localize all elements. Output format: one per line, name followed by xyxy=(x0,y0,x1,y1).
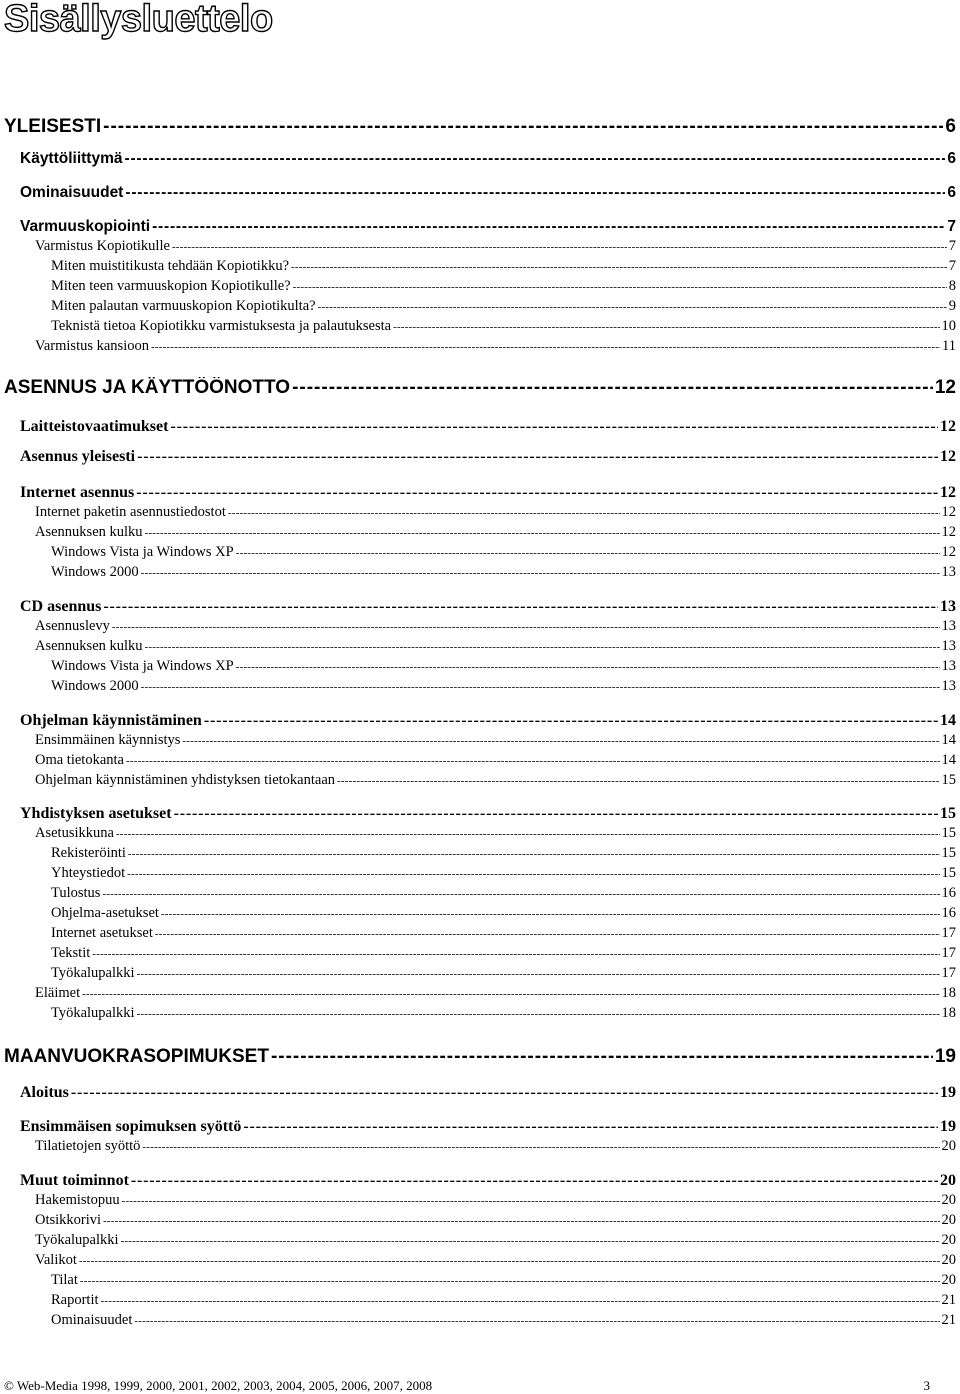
toc-entry-page: 20 xyxy=(941,1192,956,1208)
toc-entry-title: Ensimmäinen käynnistys xyxy=(35,732,181,748)
toc-entry-page: 12 xyxy=(934,377,956,398)
toc-leader-dashes xyxy=(116,828,940,840)
toc-entry-page: 13 xyxy=(941,638,956,654)
toc-entry-title: Käyttöliittymä xyxy=(20,150,123,167)
toc-leader-dashes xyxy=(236,547,940,559)
toc-entry[interactable] xyxy=(35,238,956,255)
toc-entry-title: Internet paketin asennustiedostot xyxy=(35,504,226,520)
toc-entry-title: Työkalupalkki xyxy=(35,1232,119,1248)
toc-leader-dashes xyxy=(141,567,940,579)
toc-leader-dashes xyxy=(128,848,940,860)
toc-entry-title: Asennus yleisesti xyxy=(20,448,136,465)
toc-leader-dashes xyxy=(145,641,940,653)
toc-entry-title: Windows Vista ja Windows XP xyxy=(51,544,234,560)
toc-entry-title: Windows Vista ja Windows XP xyxy=(51,658,234,674)
toc-leader-dashes xyxy=(121,1235,940,1247)
toc-entry-page: 19 xyxy=(940,1084,956,1101)
toc-leader-dashes xyxy=(318,301,947,313)
toc-entry-page: 14 xyxy=(941,732,956,748)
toc-entry-title: Rekisteröinti xyxy=(51,845,126,861)
page-number: 3 xyxy=(923,1378,930,1393)
toc-entry-title: Tulostus xyxy=(51,885,101,901)
toc-leader-dashes xyxy=(174,805,938,823)
toc-entry[interactable] xyxy=(20,218,956,236)
toc-entry-title: Asennuksen kulku xyxy=(35,524,143,540)
toc-leader-dashes xyxy=(103,116,943,138)
toc-entry[interactable] xyxy=(35,1138,956,1155)
toc-entry-page: 18 xyxy=(941,985,956,1001)
toc-entry-title: MAANVUOKRASOPIMUKSET xyxy=(4,1046,269,1067)
toc-entry[interactable] xyxy=(51,1005,956,1022)
toc-entry[interactable] xyxy=(51,1312,956,1329)
toc-entry[interactable] xyxy=(20,184,956,202)
toc-entry-page: 19 xyxy=(934,1046,956,1067)
toc-entry-page: 14 xyxy=(940,712,956,729)
toc-entry-title: Internet asetukset xyxy=(51,925,153,941)
toc-entry-page: 15 xyxy=(941,865,956,881)
toc-entry-page: 12 xyxy=(940,418,956,435)
toc-leader-dashes xyxy=(125,184,945,202)
toc-leader-dashes xyxy=(204,712,938,730)
toc-entry-title: Asennuksen kulku xyxy=(35,638,143,654)
toc-leader-dashes xyxy=(122,1195,940,1207)
toc-entry[interactable] xyxy=(20,598,956,616)
toc-entry-title: Ohjelman käynnistäminen yhdistyksen tietokantaan xyxy=(35,772,336,788)
toc-leader-dashes xyxy=(170,418,938,436)
toc-entry-title: Asetusikkuna xyxy=(35,825,114,841)
toc-entry[interactable] xyxy=(51,278,956,295)
toc-entry-page: 20 xyxy=(941,1138,956,1154)
toc-entry[interactable] xyxy=(20,1172,956,1190)
toc-entry-page: 17 xyxy=(941,965,956,981)
toc-leader-dashes xyxy=(134,1315,939,1327)
toc-entry[interactable] xyxy=(20,805,956,823)
toc-entry[interactable] xyxy=(51,905,956,922)
toc-leader-dashes xyxy=(182,735,939,747)
toc-entry-title: Ominaisuudet xyxy=(51,1312,133,1328)
toc-entry-page: 20 xyxy=(941,1252,956,1268)
toc-entry-page: 9 xyxy=(948,298,956,314)
toc-entry-page: 12 xyxy=(940,448,956,465)
toc-entry[interactable] xyxy=(51,318,956,335)
toc-entry-page: 20 xyxy=(941,1232,956,1248)
toc-entry-title: Hakemistopuu xyxy=(35,1192,120,1208)
toc-leader-dashes xyxy=(125,150,946,168)
toc-entry[interactable] xyxy=(35,338,956,355)
toc-entry-page: 7 xyxy=(947,218,956,235)
toc-leader-dashes xyxy=(293,281,947,293)
toc-entry-page: 6 xyxy=(947,150,956,167)
toc-leader-dashes xyxy=(103,598,938,616)
toc-entry[interactable] xyxy=(51,1292,956,1309)
toc-entry-page: 12 xyxy=(941,504,956,520)
toc-leader-dashes xyxy=(337,775,939,787)
toc-leader-dashes xyxy=(292,377,933,399)
toc-entry-page: 20 xyxy=(940,1172,956,1189)
toc-entry-title: Työkalupalkki xyxy=(51,965,135,981)
toc-entry-title: Valikot xyxy=(35,1252,77,1268)
toc-entry[interactable] xyxy=(4,116,956,138)
toc-leader-dashes xyxy=(291,261,947,273)
toc-entry-title: Raportit xyxy=(51,1292,99,1308)
toc-entry[interactable] xyxy=(51,925,956,942)
toc-leader-dashes xyxy=(243,1118,938,1136)
toc-entry-title: Tilatietojen syöttö xyxy=(35,1138,141,1154)
toc-leader-dashes xyxy=(82,988,939,1000)
toc-entry-page: 13 xyxy=(941,618,956,634)
toc-entry[interactable] xyxy=(51,845,956,862)
toc-leader-dashes xyxy=(141,681,940,693)
toc-entry-page: 6 xyxy=(947,184,956,201)
toc-entry-page: 13 xyxy=(941,564,956,580)
toc-entry-page: 21 xyxy=(941,1312,956,1328)
toc-entry[interactable] xyxy=(4,1046,956,1068)
toc-entry[interactable] xyxy=(51,865,956,882)
toc-entry-page: 11 xyxy=(942,338,956,354)
toc-entry-page: 15 xyxy=(940,805,956,822)
toc-entry[interactable] xyxy=(35,752,956,769)
toc-leader-dashes xyxy=(152,218,945,236)
toc-leader-dashes xyxy=(151,341,940,353)
toc-leader-dashes xyxy=(102,888,939,900)
toc-entry-title: YLEISESTI xyxy=(4,116,102,137)
toc-entry-title: Miten palautan varmuuskopion Kopiotikulta? xyxy=(51,298,316,314)
toc-entry-title: Varmuuskopiointi xyxy=(20,218,151,235)
toc-entry-page: 17 xyxy=(941,945,956,961)
toc-entry-page: 7 xyxy=(948,258,956,274)
toc-entry[interactable] xyxy=(20,484,956,502)
toc-entry-title: Ensimmäisen sopimuksen syöttö xyxy=(20,1118,242,1135)
toc-leader-dashes xyxy=(92,948,939,960)
toc-entry-title: ASENNUS JA KÄYTTÖÖNOTTO xyxy=(4,377,291,398)
toc-entry-title: Yhteystiedot xyxy=(51,865,126,881)
toc-entry-page: 13 xyxy=(941,658,956,674)
toc-leader-dashes xyxy=(393,321,939,333)
toc-entry[interactable] xyxy=(51,258,956,275)
toc-entry-page: 15 xyxy=(941,772,956,788)
toc-entry[interactable] xyxy=(35,618,956,635)
toc-entry-title: Windows 2000 xyxy=(51,678,139,694)
toc-entry[interactable] xyxy=(51,564,956,581)
toc-entry[interactable] xyxy=(35,1232,956,1249)
toc-entry-page: 12 xyxy=(941,544,956,560)
toc-entry-title: Varmistus Kopiotikulle xyxy=(35,238,170,254)
toc-entry[interactable] xyxy=(35,504,956,521)
toc-leader-dashes xyxy=(103,1215,939,1227)
toc-entry-title: Asennuslevy xyxy=(35,618,110,634)
toc-entry[interactable] xyxy=(20,712,956,730)
toc-entry[interactable] xyxy=(35,1212,956,1229)
toc-entry[interactable] xyxy=(51,1272,956,1289)
toc-entry-title: Ohjelman käynnistäminen xyxy=(20,712,202,729)
toc-entry[interactable] xyxy=(51,965,956,982)
toc-leader-dashes xyxy=(137,968,940,980)
toc-entry[interactable] xyxy=(20,1118,956,1136)
toc-leader-dashes xyxy=(127,868,939,880)
toc-entry-page: 12 xyxy=(941,524,956,540)
toc-leader-dashes xyxy=(228,507,940,519)
toc-entry-page: 21 xyxy=(941,1292,956,1308)
toc-leader-dashes xyxy=(172,241,947,253)
toc-leader-dashes xyxy=(131,1172,938,1190)
toc-entry-title: Otsikkorivi xyxy=(35,1212,102,1228)
toc-entry-page: 16 xyxy=(941,885,956,901)
toc-entry-title: Laitteistovaatimukset xyxy=(20,418,169,435)
toc-leader-dashes xyxy=(80,1275,940,1287)
toc-entry-title: Tekstit xyxy=(51,945,91,961)
toc-entry-title: CD asennus xyxy=(20,598,102,615)
toc-entry-title: Oma tietokanta xyxy=(35,752,124,768)
toc-entry[interactable] xyxy=(35,524,956,541)
toc-entry[interactable] xyxy=(4,377,956,399)
toc-entry[interactable] xyxy=(35,1192,956,1209)
copyright-text: © Web-Media 1998, 1999, 2000, 2001, 2002, 2003, 2004, 2005, 2006, 2007, 2008 xyxy=(4,1378,433,1393)
toc-entry-page: 18 xyxy=(941,1005,956,1021)
toc-entry[interactable] xyxy=(35,825,956,842)
toc-entry[interactable] xyxy=(35,985,956,1002)
toc-entry-title: Eläimet xyxy=(35,985,81,1001)
toc-entry[interactable] xyxy=(51,885,956,902)
toc-entry-page: 13 xyxy=(940,598,956,615)
toc-entry-page: 13 xyxy=(941,678,956,694)
toc-entry-title: Muut toiminnot xyxy=(20,1172,129,1189)
toc-entry-page: 10 xyxy=(941,318,956,334)
toc-entry-page: 6 xyxy=(945,116,956,137)
toc-entry[interactable] xyxy=(51,658,956,675)
toc-leader-dashes xyxy=(145,527,940,539)
toc-entry-page: 20 xyxy=(941,1212,956,1228)
toc-entry-page: 17 xyxy=(941,925,956,941)
toc-leader-dashes xyxy=(236,661,940,673)
toc-entry-title: Yhdistyksen asetukset xyxy=(20,805,172,822)
toc-entry[interactable] xyxy=(20,448,956,466)
toc-leader-dashes xyxy=(101,1295,940,1307)
toc-leader-dashes xyxy=(137,448,938,466)
toc-entry-page: 12 xyxy=(940,484,956,501)
toc-entry-title: Aloitus xyxy=(20,1084,69,1101)
toc-entry-title: Tilat xyxy=(51,1272,78,1288)
toc-entry-title: Ohjelma-asetukset xyxy=(51,905,159,921)
toc-entry[interactable] xyxy=(20,1084,956,1102)
toc-leader-dashes xyxy=(137,1008,940,1020)
toc-entry-page: 19 xyxy=(940,1118,956,1135)
toc-entry-title: Miten muistitikusta tehdään Kopiotikku? xyxy=(51,258,290,274)
toc-entry-page: 16 xyxy=(941,905,956,921)
toc-entry[interactable] xyxy=(20,418,956,436)
toc-leader-dashes xyxy=(161,908,940,920)
toc-leader-dashes xyxy=(136,484,938,502)
page-footer xyxy=(4,1378,930,1394)
toc-entry[interactable] xyxy=(35,772,956,789)
toc-leader-dashes xyxy=(271,1046,933,1068)
toc-leader-dashes xyxy=(142,1141,939,1153)
toc-entry-page: 15 xyxy=(941,825,956,841)
toc-entry-title: Varmistus kansioon xyxy=(35,338,149,354)
toc-entry[interactable] xyxy=(35,1252,956,1269)
toc-leader-dashes xyxy=(79,1255,940,1267)
toc-leader-dashes xyxy=(126,755,940,767)
page-title: Sisällysluettelo xyxy=(4,0,273,40)
toc-entry-title: Työkalupalkki xyxy=(51,1005,135,1021)
toc-leader-dashes xyxy=(155,928,940,940)
toc-entry-title: Internet asennus xyxy=(20,484,135,501)
toc-entry[interactable] xyxy=(51,544,956,561)
toc-entry-page: 8 xyxy=(948,278,956,294)
toc-entry[interactable] xyxy=(51,945,956,962)
toc-entry-title: Miten teen varmuuskopion Kopiotikulle? xyxy=(51,278,291,294)
toc-entry[interactable] xyxy=(35,732,956,749)
toc-entry-title: Windows 2000 xyxy=(51,564,139,580)
toc-entry[interactable] xyxy=(51,678,956,695)
toc-entry-page: 14 xyxy=(941,752,956,768)
toc-entry[interactable] xyxy=(20,150,956,168)
toc-entry-page: 7 xyxy=(948,238,956,254)
toc-entry-title: Ominaisuudet xyxy=(20,184,124,201)
toc-entry[interactable] xyxy=(51,298,956,315)
toc-leader-dashes xyxy=(112,621,940,633)
toc-entry-page: 15 xyxy=(941,845,956,861)
toc-entry-title: Teknistä tietoa Kopiotikku varmistuksesta ja palautuksesta xyxy=(51,318,392,334)
toc-entry[interactable] xyxy=(35,638,956,655)
toc-entry-page: 20 xyxy=(941,1272,956,1288)
toc-leader-dashes xyxy=(71,1084,938,1102)
